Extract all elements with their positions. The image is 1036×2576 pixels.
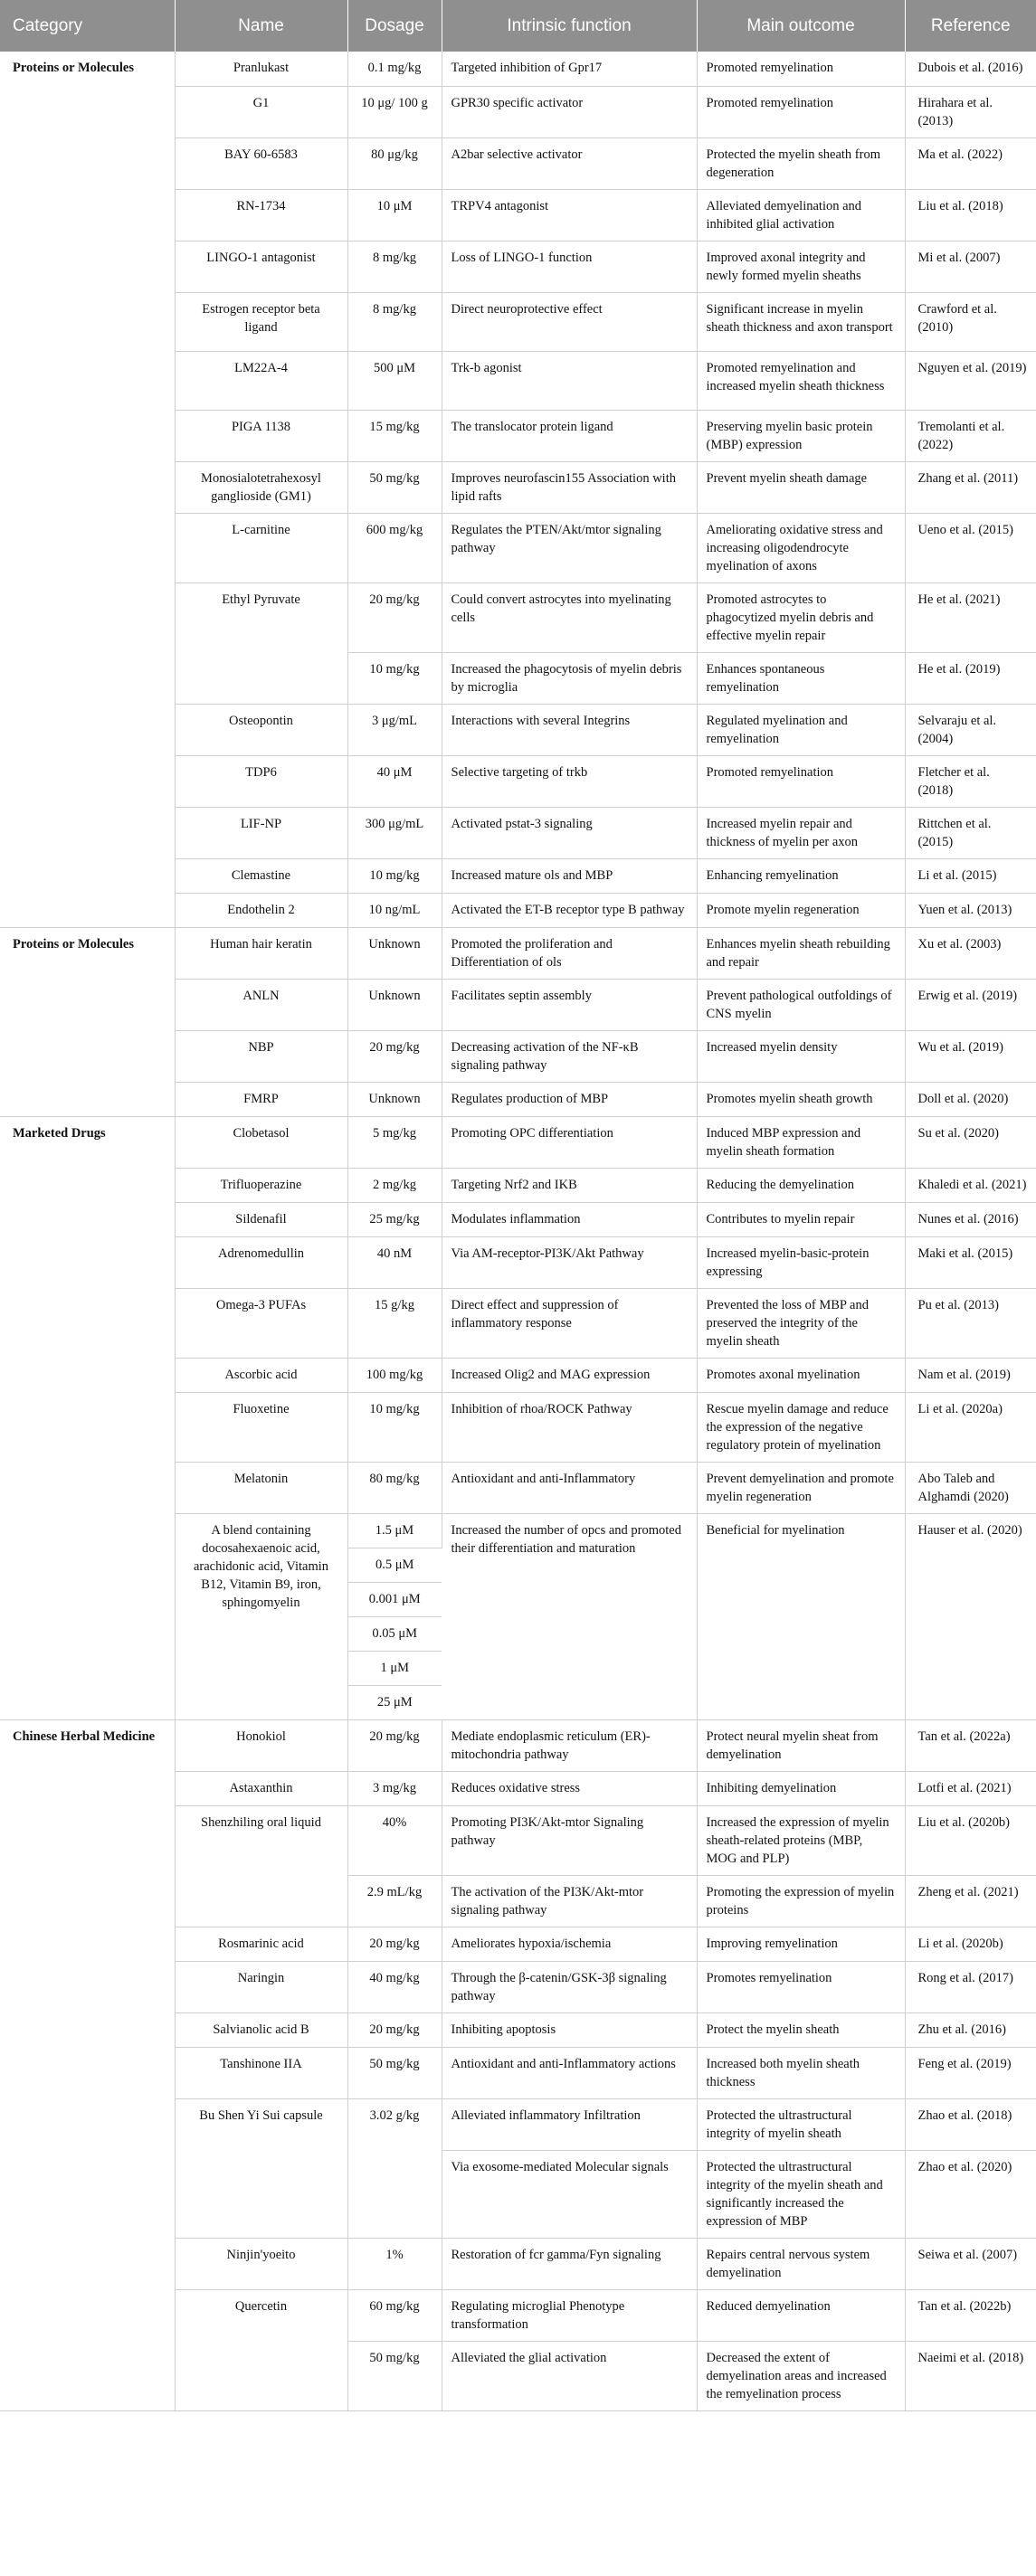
out-cell: Enhances spontaneous remyelination [697,652,905,704]
header-name: Name [175,0,347,52]
func-cell: Inhibiting apoptosis [442,2012,697,2047]
name-cell: Melatonin [175,1462,347,1513]
func-cell: TRPV4 antagonist [442,189,697,241]
ref-cell: Feng et al. (2019) [905,2047,1036,2098]
name-cell: LINGO-1 antagonist [175,241,347,292]
dose-cell: 40% [347,1805,442,1875]
name-cell: L-carnitine [175,513,347,582]
dose-cell: 50 mg/kg [347,461,442,513]
ref-cell: Tremolanti et al. (2022) [905,410,1036,461]
func-cell: Antioxidant and anti-Inflammatory actions [442,2047,697,2098]
out-cell: Significant increase in myelin sheath thickness and axon transport [697,292,905,351]
out-cell: Protected the ultrastructural integrity of the myelin sheath and significantly increased the expression of MBP [697,2150,905,2238]
out-cell: Protect the myelin sheath [697,2012,905,2047]
ref-cell: Rittchen et al. (2015) [905,807,1036,858]
name-cell: Clemastine [175,858,347,893]
table-row [0,1116,1036,1168]
func-cell: Activated pstat-3 signaling [442,807,697,858]
func-cell: Targeted inhibition of Gpr17 [442,52,697,86]
dose-cell: 8 mg/kg [347,292,442,351]
dose-cell: 60 mg/kg [347,2289,442,2341]
dose-cell: 40 mg/kg [347,1961,442,2012]
func-cell: Modulates inflammation [442,1202,697,1236]
out-cell: Promote myelin regeneration [697,893,905,927]
out-cell: Increased the expression of myelin sheath-related proteins (MBP, MOG and PLP) [697,1805,905,1875]
dose-cell: 100 mg/kg [347,1358,442,1392]
dose-cell: 80 mg/kg [347,1462,442,1513]
func-cell: Via exosome-mediated Molecular signals [442,2150,697,2238]
name-cell: Human hair keratin [175,927,347,979]
header-dosage: Dosage [347,0,442,52]
table-body [0,52,1036,2410]
out-cell: Reducing the demyelination [697,1168,905,1202]
name-cell: Monosialotetrahexosyl ganglioside (GM1) [175,461,347,513]
out-cell: Promotes myelin sheath growth [697,1082,905,1116]
dose-cell: 10 mg/kg [347,858,442,893]
func-cell: Via AM-receptor-PI3K/Akt Pathway [442,1236,697,1288]
func-cell: Direct neuroprotective effect [442,292,697,351]
ref-cell: Selvaraju et al. (2004) [905,704,1036,755]
dose-cell: 3.02 g/kg [347,2098,442,2238]
out-cell: Inhibiting demyelination [697,1771,905,1805]
out-cell: Reduced demyelination [697,2289,905,2341]
ref-cell: Zhu et al. (2016) [905,2012,1036,2047]
ref-cell: Ueno et al. (2015) [905,513,1036,582]
name-cell: TDP6 [175,755,347,807]
name-cell: ANLN [175,979,347,1030]
func-cell: Increased the number of opcs and promoted their differentiation and maturation [442,1513,697,1719]
dose-cell: 1 μM [347,1651,442,1685]
ref-cell: Hirahara et al. (2013) [905,86,1036,137]
name-cell: Salvianolic acid B [175,2012,347,2047]
name-cell: Trifluoperazine [175,1168,347,1202]
table-row [0,52,1036,86]
func-cell: Regulates production of MBP [442,1082,697,1116]
dose-cell: 0.5 μM [347,1548,442,1582]
out-cell: Decreased the extent of demyelination areas and increased the remyelination process [697,2341,905,2410]
name-cell: LIF-NP [175,807,347,858]
dose-cell: 40 nM [347,1236,442,1288]
out-cell: Regulated myelination and remyelination [697,704,905,755]
out-cell: Beneficial for myelination [697,1513,905,1719]
ref-cell: Nunes et al. (2016) [905,1202,1036,1236]
dose-cell: 10 μg/ 100 g [347,86,442,137]
func-cell: Increased mature ols and MBP [442,858,697,893]
ref-cell: Dubois et al. (2016) [905,52,1036,86]
ref-cell: Yuen et al. (2013) [905,893,1036,927]
func-cell: Activated the ET-B receptor type B pathway [442,893,697,927]
out-cell: Prevent pathological outfoldings of CNS myelin [697,979,905,1030]
out-cell: Increased myelin repair and thickness of myelin per axon [697,807,905,858]
ref-cell: He et al. (2019) [905,652,1036,704]
ref-cell: Naeimi et al. (2018) [905,2341,1036,2410]
name-cell: Rosmarinic acid [175,1927,347,1961]
func-cell: Antioxidant and anti-Inflammatory [442,1462,697,1513]
ref-cell: Xu et al. (2003) [905,927,1036,979]
name-cell: Tanshinone IIA [175,2047,347,2098]
ref-cell: Zhang et al. (2011) [905,461,1036,513]
out-cell: Promoted remyelination [697,86,905,137]
ref-cell: Zhao et al. (2018) [905,2098,1036,2150]
out-cell: Increased myelin density [697,1030,905,1082]
ref-cell: Maki et al. (2015) [905,1236,1036,1288]
func-cell: Promoting OPC differentiation [442,1116,697,1168]
name-cell: FMRP [175,1082,347,1116]
dose-cell: 80 μg/kg [347,137,442,189]
name-cell: Honokiol [175,1719,347,1771]
name-cell: Bu Shen Yi Sui capsule [175,2098,347,2238]
func-cell: Promoted the proliferation and Differentiation of ols [442,927,697,979]
out-cell: Promoted remyelination [697,52,905,86]
ref-cell: Zheng et al. (2021) [905,1875,1036,1927]
dose-cell: 0.1 mg/kg [347,52,442,86]
func-cell: The translocator protein ligand [442,410,697,461]
dose-cell: 40 μM [347,755,442,807]
dose-cell: 2.9 mL/kg [347,1875,442,1927]
func-cell: Alleviated the glial activation [442,2341,697,2410]
dose-cell: 300 μg/mL [347,807,442,858]
out-cell: Contributes to myelin repair [697,1202,905,1236]
func-cell: Decreasing activation of the NF-κB signaling pathway [442,1030,697,1082]
out-cell: Promoting the expression of myelin proteins [697,1875,905,1927]
ref-cell: Crawford et al. (2010) [905,292,1036,351]
func-cell: Improves neurofascin155 Association with lipid rafts [442,461,697,513]
out-cell: Preserving myelin basic protein (MBP) expression [697,410,905,461]
dose-cell: 1.5 μM [347,1513,442,1548]
func-cell: Targeting Nrf2 and IKB [442,1168,697,1202]
name-cell: NBP [175,1030,347,1082]
header-function: Intrinsic function [442,0,697,52]
ref-cell: Doll et al. (2020) [905,1082,1036,1116]
ref-cell: Erwig et al. (2019) [905,979,1036,1030]
func-cell: Increased the phagocytosis of myelin debris by microglia [442,652,697,704]
out-cell: Promotes axonal myelination [697,1358,905,1392]
name-cell: Pranlukast [175,52,347,86]
table-row [0,1719,1036,1771]
name-cell: Shenzhiling oral liquid [175,1805,347,1927]
out-cell: Induced MBP expression and myelin sheath formation [697,1116,905,1168]
dose-cell: 50 mg/kg [347,2047,442,2098]
dose-cell: 600 mg/kg [347,513,442,582]
dose-cell: 10 μM [347,189,442,241]
ref-cell: Mi et al. (2007) [905,241,1036,292]
name-cell: Ethyl Pyruvate [175,582,347,704]
out-cell: Promoted remyelination [697,755,905,807]
name-cell: Clobetasol [175,1116,347,1168]
name-cell: Ascorbic acid [175,1358,347,1392]
func-cell: Through the β-catenin/GSK-3β signaling pathway [442,1961,697,2012]
category-cell: Proteins or Molecules [0,52,175,927]
out-cell: Ameliorating oxidative stress and increasing oligodendrocyte myelination of axons [697,513,905,582]
category-cell: Marketed Drugs [0,1116,175,1719]
dose-cell: 20 mg/kg [347,2012,442,2047]
dose-cell: 15 mg/kg [347,410,442,461]
func-cell: Selective targeting of trkb [442,755,697,807]
name-cell: Naringin [175,1961,347,2012]
header-row [0,0,1036,52]
category-cell: Chinese Herbal Medicine [0,1719,175,2410]
category-cell: Proteins or Molecules [0,927,175,1116]
dose-cell: 0.001 μM [347,1582,442,1616]
out-cell: Increased both myelin sheath thickness [697,2047,905,2098]
dose-cell: Unknown [347,927,442,979]
name-cell: Estrogen receptor beta ligand [175,292,347,351]
name-cell: Adrenomedullin [175,1236,347,1288]
dose-cell: 3 mg/kg [347,1771,442,1805]
ref-cell: Tan et al. (2022a) [905,1719,1036,1771]
dose-cell: 50 mg/kg [347,2341,442,2410]
func-cell: Could convert astrocytes into myelinating cells [442,582,697,652]
name-cell: Ninjin'yoeito [175,2238,347,2289]
ref-cell: Fletcher et al. (2018) [905,755,1036,807]
func-cell: Alleviated inflammatory Infiltration [442,2098,697,2150]
ref-cell: Tan et al. (2022b) [905,2289,1036,2341]
dose-cell: 1% [347,2238,442,2289]
out-cell: Prevented the loss of MBP and preserved the integrity of the myelin sheath [697,1288,905,1358]
out-cell: Enhances myelin sheath rebuilding and repair [697,927,905,979]
ref-cell: Zhao et al. (2020) [905,2150,1036,2238]
ref-cell: Li et al. (2020b) [905,1927,1036,1961]
out-cell: Increased myelin-basic-protein expressing [697,1236,905,1288]
func-cell: Restoration of fcr gamma/Fyn signaling [442,2238,697,2289]
name-cell: Osteopontin [175,704,347,755]
dose-cell: 10 ng/mL [347,893,442,927]
func-cell: Mediate endoplasmic reticulum (ER)-mitochondria pathway [442,1719,697,1771]
ref-cell: Li et al. (2020a) [905,1392,1036,1462]
header-category: Category [0,0,175,52]
header-reference: Reference [905,0,1036,52]
ref-cell: Nguyen et al. (2019) [905,351,1036,410]
ref-cell: Ma et al. (2022) [905,137,1036,189]
ref-cell: Khaledi et al. (2021) [905,1168,1036,1202]
ref-cell: Wu et al. (2019) [905,1030,1036,1082]
dose-cell: 5 mg/kg [347,1116,442,1168]
out-cell: Alleviated demyelination and inhibited glial activation [697,189,905,241]
func-cell: The activation of the PI3K/Akt-mtor signaling pathway [442,1875,697,1927]
dose-cell: Unknown [347,1082,442,1116]
name-cell: Quercetin [175,2289,347,2410]
dose-cell: 8 mg/kg [347,241,442,292]
func-cell: Reduces oxidative stress [442,1771,697,1805]
name-cell: Fluoxetine [175,1392,347,1462]
dose-cell: 20 mg/kg [347,1719,442,1771]
out-cell: Improved axonal integrity and newly formed myelin sheaths [697,241,905,292]
out-cell: Promoted remyelination and increased myelin sheath thickness [697,351,905,410]
func-cell: GPR30 specific activator [442,86,697,137]
out-cell: Rescue myelin damage and reduce the expression of the negative regulatory protein of myelination [697,1392,905,1462]
dose-cell: 20 mg/kg [347,582,442,652]
ref-cell: Liu et al. (2018) [905,189,1036,241]
func-cell: Promoting PI3K/Akt-mtor Signaling pathway [442,1805,697,1875]
name-cell: Astaxanthin [175,1771,347,1805]
func-cell: Direct effect and suppression of inflammatory response [442,1288,697,1358]
func-cell: Inhibition of rhoa/ROCK Pathway [442,1392,697,1462]
table-row [0,927,1036,979]
ref-cell: He et al. (2021) [905,582,1036,652]
func-cell: Loss of LINGO-1 function [442,241,697,292]
ref-cell: Liu et al. (2020b) [905,1805,1036,1875]
dose-cell: 20 mg/kg [347,1030,442,1082]
out-cell: Protected the ultrastructural integrity of myelin sheath [697,2098,905,2150]
func-cell: Ameliorates hypoxia/ischemia [442,1927,697,1961]
dose-cell: 2 mg/kg [347,1168,442,1202]
out-cell: Improving remyelination [697,1927,905,1961]
func-cell: Interactions with several Integrins [442,704,697,755]
name-cell: LM22A-4 [175,351,347,410]
table-header [0,0,1036,52]
name-cell: BAY 60-6583 [175,137,347,189]
ref-cell: Seiwa et al. (2007) [905,2238,1036,2289]
out-cell: Repairs central nervous system demyelination [697,2238,905,2289]
dose-cell: 10 mg/kg [347,652,442,704]
name-cell: G1 [175,86,347,137]
dose-cell: 20 mg/kg [347,1927,442,1961]
out-cell: Prevent demyelination and promote myelin regeneration [697,1462,905,1513]
dose-cell: 3 μg/mL [347,704,442,755]
out-cell: Protected the myelin sheath from degeneration [697,137,905,189]
out-cell: Enhancing remyelination [697,858,905,893]
name-cell: A blend containing docosahexaenoic acid, arachidonic acid, Vitamin B12, Vitamin B9, iron, sphingomyelin [175,1513,347,1719]
ref-cell: Rong et al. (2017) [905,1961,1036,2012]
func-cell: Regulating microglial Phenotype transformation [442,2289,697,2341]
name-cell: Sildenafil [175,1202,347,1236]
dose-cell: 500 μM [347,351,442,410]
ref-cell: Pu et al. (2013) [905,1288,1036,1358]
func-cell: Increased Olig2 and MAG expression [442,1358,697,1392]
func-cell: Regulates the PTEN/Akt/mtor signaling pathway [442,513,697,582]
ref-cell: Nam et al. (2019) [905,1358,1036,1392]
func-cell: A2bar selective activator [442,137,697,189]
ref-cell: Hauser et al. (2020) [905,1513,1036,1719]
func-cell: Facilitates septin assembly [442,979,697,1030]
name-cell: Omega-3 PUFAs [175,1288,347,1358]
func-cell: Trk-b agonist [442,351,697,410]
out-cell: Promoted astrocytes to phagocytized myelin debris and effective myelin repair [697,582,905,652]
ref-cell: Lotfi et al. (2021) [905,1771,1036,1805]
name-cell: RN-1734 [175,189,347,241]
out-cell: Prevent myelin sheath damage [697,461,905,513]
dose-cell: 10 mg/kg [347,1392,442,1462]
ref-cell: Li et al. (2015) [905,858,1036,893]
dose-cell: 25 mg/kg [347,1202,442,1236]
ref-cell: Su et al. (2020) [905,1116,1036,1168]
name-cell: Endothelin 2 [175,893,347,927]
out-cell: Protect neural myelin sheat from demyelination [697,1719,905,1771]
ref-cell: Abo Taleb and Alghamdi (2020) [905,1462,1036,1513]
out-cell: Promotes remyelination [697,1961,905,2012]
dose-cell: 25 μM [347,1685,442,1719]
dose-cell: Unknown [347,979,442,1030]
dose-cell: 15 g/kg [347,1288,442,1358]
name-cell: PIGA 1138 [175,410,347,461]
header-outcome: Main outcome [697,0,905,52]
dose-cell: 0.05 μM [347,1616,442,1651]
